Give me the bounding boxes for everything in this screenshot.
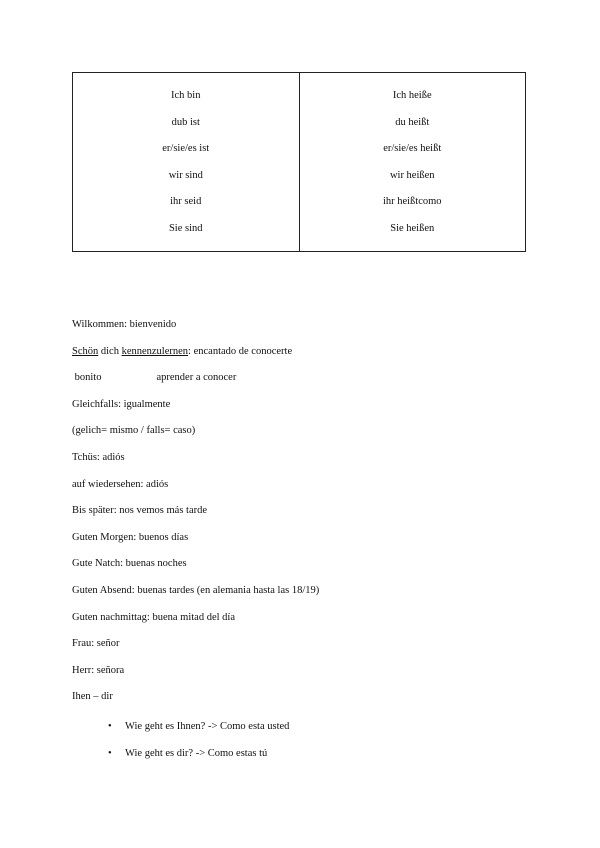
vocab-gute-natch: Gute Natch: buenas noches [72,558,187,570]
vocab-bis-spaeter: Bis später: nos vemos más tarde [72,505,208,517]
sein-wir: wir sind [168,169,203,181]
bonito-text: bonito [72,372,102,384]
vocab-guten-morgen: Guten Morgen: buenos días [72,531,189,543]
bullet-text: Wie geht es Ihnen? -> Como esta usted [125,721,290,732]
kennenzulernen-word: kennenzulernen [121,345,189,357]
heissen-du: du heißt [395,116,430,128]
bullet-icon: • [108,747,112,759]
vocab-tchus: Tchüs: adiós [72,451,125,463]
vocab-herr: Herr: señora [72,664,125,676]
vocab-auf-wiedersehen: auf wiedersehen: adiós [72,478,169,490]
sein-er: er/sie/es ist [162,143,210,155]
bullet-item [108,748,289,775]
vocab-schoen [72,346,552,373]
heissen-column [299,73,526,251]
aprender-text: aprender a conocer [156,372,237,384]
sein-ihr: ihr seid [170,196,202,208]
sein-column [73,73,299,251]
bullet-item [108,721,289,748]
heissen-wir: wir heißen [389,169,435,181]
vocab-guten-nachmittag: Guten nachmittag: buena mitad del día [72,611,235,623]
vocab-gleichfalls: Gleichfalls: igualmente [72,398,171,410]
sein-sie: Sie sind [168,222,203,234]
heissen-er: er/sie/es heißt [383,143,442,155]
phrase-bullet-list [108,721,289,774]
sein-ich: Ich bin [171,90,201,101]
vocab-gelich: (gelich= mismo / falls= caso) [72,425,196,437]
bullet-text: Wie geht es dir? -> Como estas tú [125,747,268,759]
sein-du: dub ist [171,116,200,128]
heissen-sie: Sie heißen [390,222,435,234]
vocab-translation-note [72,372,552,399]
vocabulary-list [72,319,552,718]
heissen-ihr: ihr heißtcomo [382,196,442,208]
vocab-frau: Frau: señor [72,638,120,650]
bullet-icon: • [108,721,112,732]
schoen-word: Schön [72,345,99,357]
vocab-wilkommen: Wilkommen: bienvenido [72,319,177,330]
dich-word: dich [98,345,122,357]
conjugation-table [72,72,526,252]
vocab-ihen-dir: Ihen – dir [72,691,113,703]
heissen-ich: Ich heiße [392,90,432,101]
vocab-guten-absend: Guten Absend: buenas tardes (en alemania hasta las 18/19) [72,584,320,596]
encantado-text: : encantado de conocerte [188,345,293,357]
